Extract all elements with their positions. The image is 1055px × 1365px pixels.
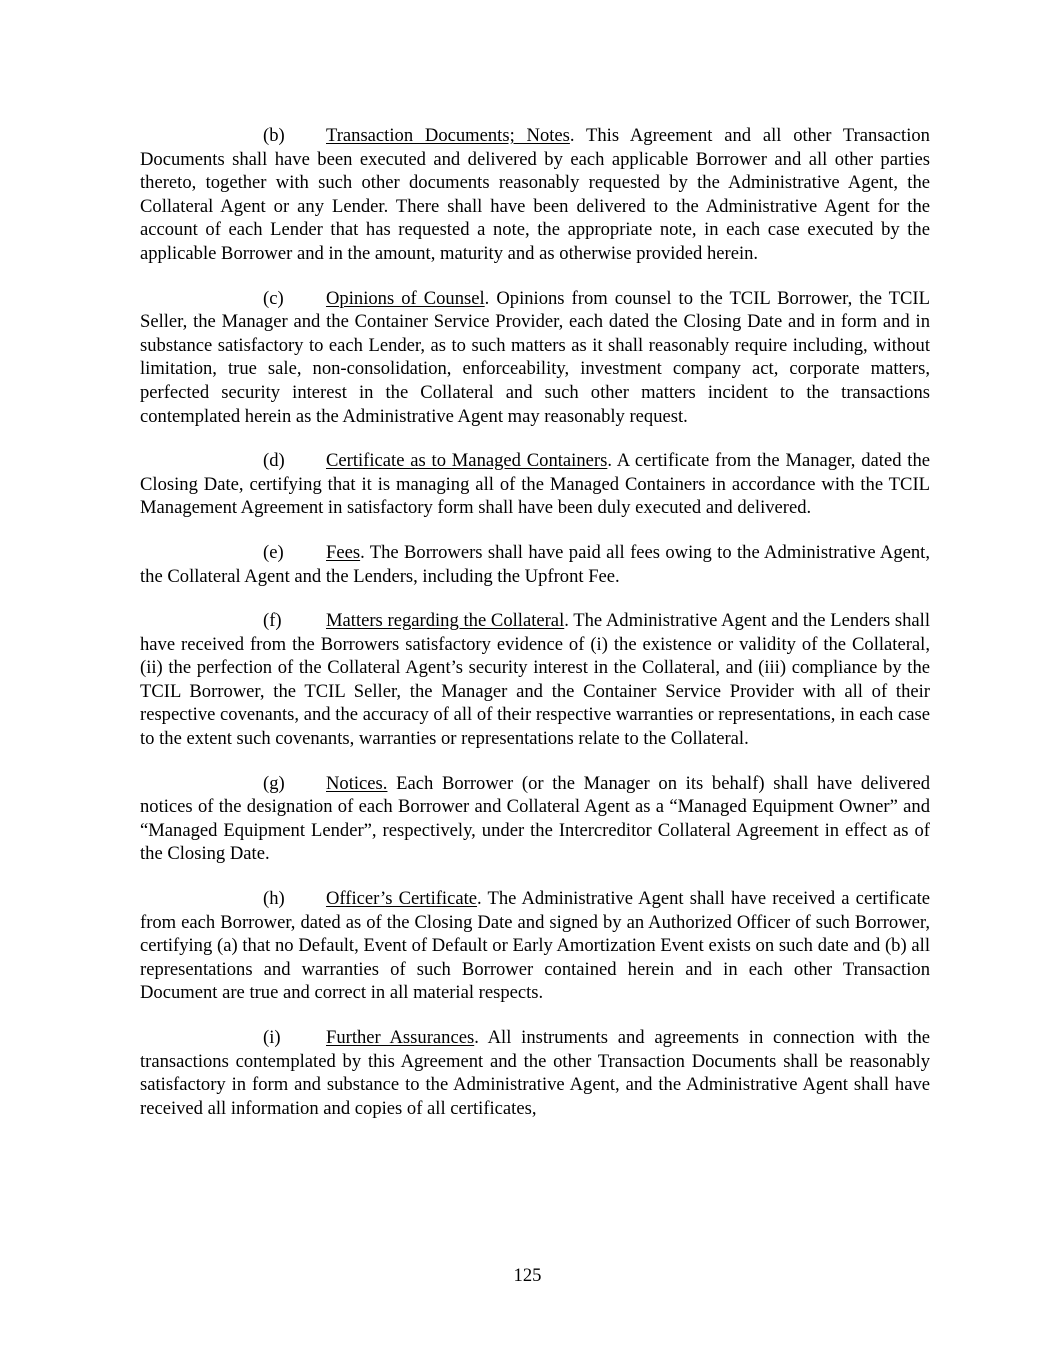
section-heading-punct: .	[564, 610, 569, 632]
section-b	[140, 124, 930, 266]
section-body: A certificate from the Manager, dated the Closing Date, certifying that it is managing all of the Managed Containers in accordance with the TCIL Management Agreement in satisfactory form shall have been duly executed and delivered.	[140, 450, 930, 519]
section-body: The Borrowers shall have paid all fees owing to the Administrative Agent, the Collateral Agent and the Lenders, including the Upfront Fee.	[140, 541, 930, 587]
section-heading: Officer’s Certificate	[326, 888, 478, 910]
section-heading-punct: .	[569, 125, 575, 146]
section-number: (b)	[263, 125, 285, 146]
section-number: (g)	[263, 772, 285, 794]
section-h	[140, 887, 930, 1005]
section-heading: Transaction Documents; Notes	[326, 125, 570, 146]
section-number: (c)	[263, 287, 284, 309]
section-heading: Fees	[326, 541, 361, 563]
section-i	[140, 1026, 930, 1120]
section-body: Each Borrower (or the Manager on its behalf) shall have delivered notices of the designation of each Borrower and Collateral Agent as a “Managed Equipment Owner” and “Managed Equipment Lender”, respectively, under the Intercreditor Collateral Agreement in effect as of the Closing Date.	[140, 772, 930, 865]
section-heading: Certificate as to Managed Containers	[326, 450, 608, 472]
section-heading-punct: .	[474, 1027, 479, 1048]
section-number: (e)	[263, 541, 284, 563]
section-d	[140, 449, 930, 520]
section-body: This Agreement and all other Transaction Documents shall have been executed and delivered by each applicable Borrower and all other parties thereto, together with such other documents reasonably requested by the Administrative Agent, the Collateral Agent or any Lender. There shall have been delivered to the Administrative Agent for the account of each Lender that has requested a note, the appropriate note, in each case executed by the applicable Borrower and in the amount, maturity and as otherwise provided herein.	[140, 125, 930, 264]
section-c	[140, 287, 930, 429]
section-number: (i)	[263, 1027, 281, 1048]
section-heading-punct: .	[477, 888, 482, 910]
section-body: Opinions from counsel to the TCIL Borrower, the TCIL Seller, the Manager and the Container Service Provider, each dated the Closing Date and in form and in substance satisfactory to each Lender, as to such matters as it shall reasonably require including, without limitation, true sale, non-consolidation, enforceability, investment company act, corporate matters, perfected security interest in the Collateral and such other matters incident to the transactions contemplated herein as the Administrative Agent may reasonably request.	[140, 287, 930, 427]
section-heading: Opinions of Counsel	[326, 287, 485, 309]
page-number: 125	[513, 1265, 542, 1286]
section-heading-punct: .	[607, 450, 612, 472]
section-f	[140, 609, 930, 751]
section-heading: Further Assurances	[326, 1027, 475, 1048]
section-g	[140, 772, 930, 866]
section-heading: Matters regarding the Collateral	[326, 610, 565, 632]
section-heading-punct: .	[360, 541, 365, 563]
document-page	[140, 124, 930, 1141]
section-number: (f)	[263, 610, 282, 632]
section-heading-punct: .	[484, 287, 490, 309]
section-e	[140, 541, 930, 588]
section-body: The Administrative Agent and the Lenders shall have received from the Borrowers satisfactory evidence of (i) the existence or validity of the Collateral, (ii) the perfection of the Collateral Agent’s security interest in the Collateral, and (iii) compliance by the TCIL Borrower, the TCIL Seller, the Manager and the Container Service Provider with all of their respective covenants, and the accuracy of all of their respective warranties or representations, in each case to the extent such covenants, warranties or representations relate to the Collateral.	[140, 610, 931, 750]
section-heading: Notices.	[326, 772, 388, 794]
section-body: The Administrative Agent shall have received a certificate from each Borrower, dated as of the Closing Date and signed by an Authorized Officer of such Borrower, certifying (a) that no Default, Event of Default or Early Amortization Event exists on such date and (b) all representations and warranties of such Borrower contained herein and in each other Transaction Document are true and correct in all material respects.	[140, 888, 930, 1004]
section-body: All instruments and agreements in connection with the transactions contemplated by this Agreement and the other Transaction Documents shall be reasonably satisfactory in form and substance to the Administrative Agent, and the Administrative Agent shall have received all information and copies of all certificates,	[140, 1027, 930, 1119]
section-number: (d)	[263, 450, 285, 472]
section-number: (h)	[263, 888, 285, 910]
